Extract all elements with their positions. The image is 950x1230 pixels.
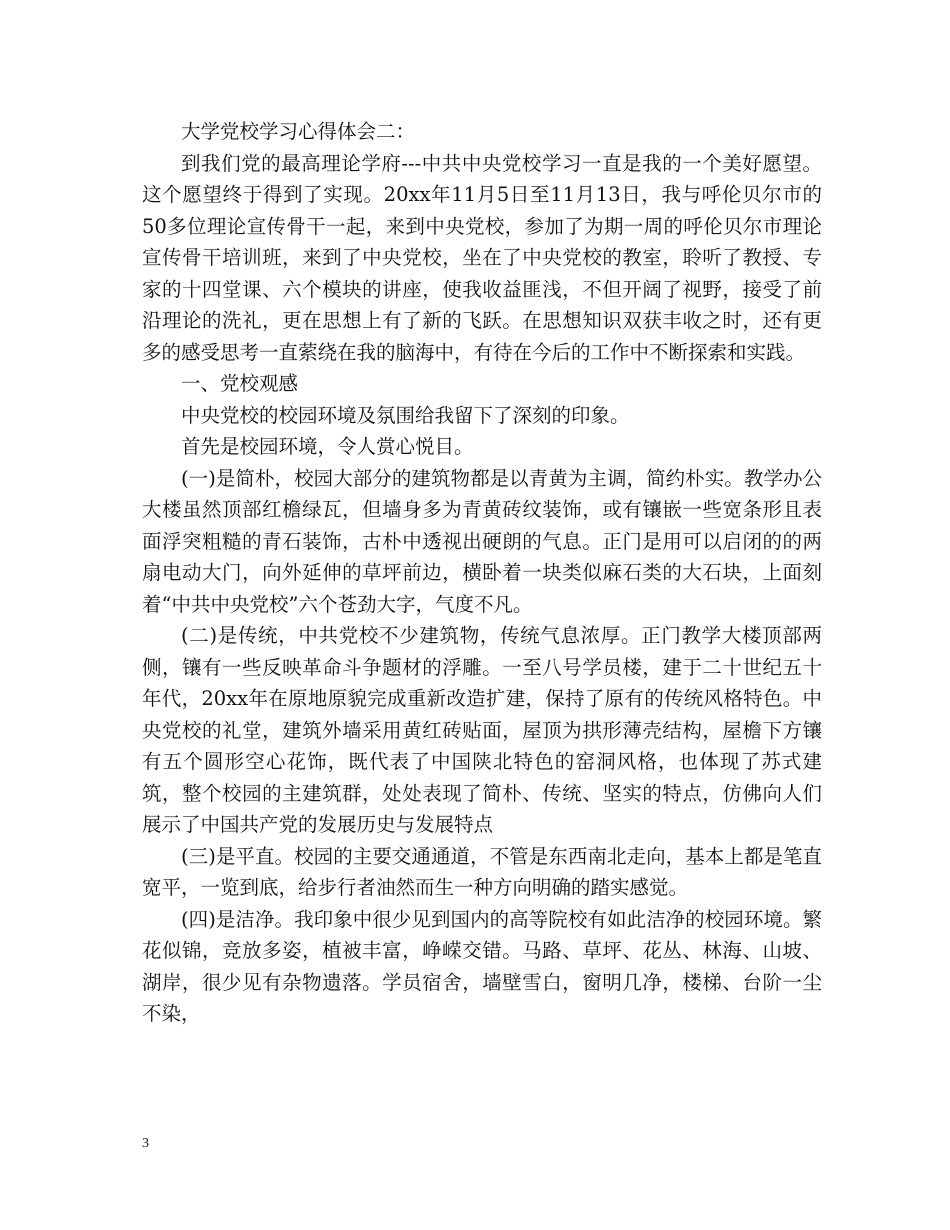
body-paragraph-clean: (四)是洁净。我印象中很少见到国内的高等院校有如此洁净的校园环境。繁花似锦，竞放多姿，植被丰富，峥嵘交错。马路、草坪、花丛、林海、山坡、湖岸，很少见有杂物遗落。学员宿舍，墙壁雪白，窗明几净，楼梯、台阶一尘不染， xyxy=(142,907,822,1025)
section-heading-impressions: 一、党校观感 xyxy=(181,372,299,395)
body-paragraph-straight: (三)是平直。校园的主要交通通道，不管是东西南北走向，基本上都是笔直宽平，一览到底，给步行者油然而生一种方向明确的踏实感觉。 xyxy=(142,844,822,899)
body-paragraph-intro: 到我们党的最高理论学府---中共中央党校学习一直是我的一个美好愿望。这个愿望终于得到了实现。20xx年11月5日至11月13日，我与呼伦贝尔市的50多位理论宣传骨干一起，来到中央党校，参加了为期一周的呼伦贝尔市理论宣传骨干培训班，来到了中央党校，坐在了中央党校的教室，聆听了教授、专家的十四堂课、六个模块的讲座，使我收益匪浅，不但开阔了视野，接受了前沿理论的洗礼，更在思想上有了新的飞跃。在思想知识双获丰收之时，还有更多的感受思考一直萦绕在我的脑海中，有待在今后的工作中不断探索和实践。 xyxy=(142,151,822,364)
body-paragraph: 中央党校的校园环境及氛围给我留下了深刻的印象。 xyxy=(181,403,630,427)
body-paragraph-traditional: (二)是传统，中共党校不少建筑物，传统气息浓厚。正门教学大楼顶部两侧，镶有一些反映革命斗争题材的浮雕。一至八号学员楼，建于二十世纪五十年代，20xx年在原地原貌完成重新改造扩建，保持了原有的传统风格特色。中央党校的礼堂，建筑外墙采用黄红砖贴面，屋顶为拱形薄壳结构，屋檐下方镶有五个圆形空心花饰，既代表了中国陕北特色的窑洞风格，也体现了苏式建筑，整个校园的主建筑群，处处表现了简朴、传统、坚实的特点，仿佛向人们展示了中国共产党的发展历史与发展特点 xyxy=(142,624,822,836)
page-number: 3 xyxy=(142,1136,149,1151)
section-heading-title: 大学党校学习心得体会二： xyxy=(181,120,416,143)
body-paragraph-simple: (一)是简朴，校园大部分的建筑物都是以青黄为主调，简约朴实。教学办公大楼虽然顶部红檐绿瓦，但墙身多为青黄砖纹装饰，或有镶嵌一些宽条形且表面浮突粗糙的青石装饰，古朴中透视出硬朗的气息。正门是用可以启闭的的两扇电动大门，向外延伸的草坪前边，横卧着一块类似麻石类的大石块，上面刻着“中共中央党校”六个苍劲大字，气度不凡。 xyxy=(142,466,822,616)
document-body xyxy=(142,116,822,1030)
body-paragraph: 首先是校园环境，令人赏心悦目。 xyxy=(181,435,474,458)
